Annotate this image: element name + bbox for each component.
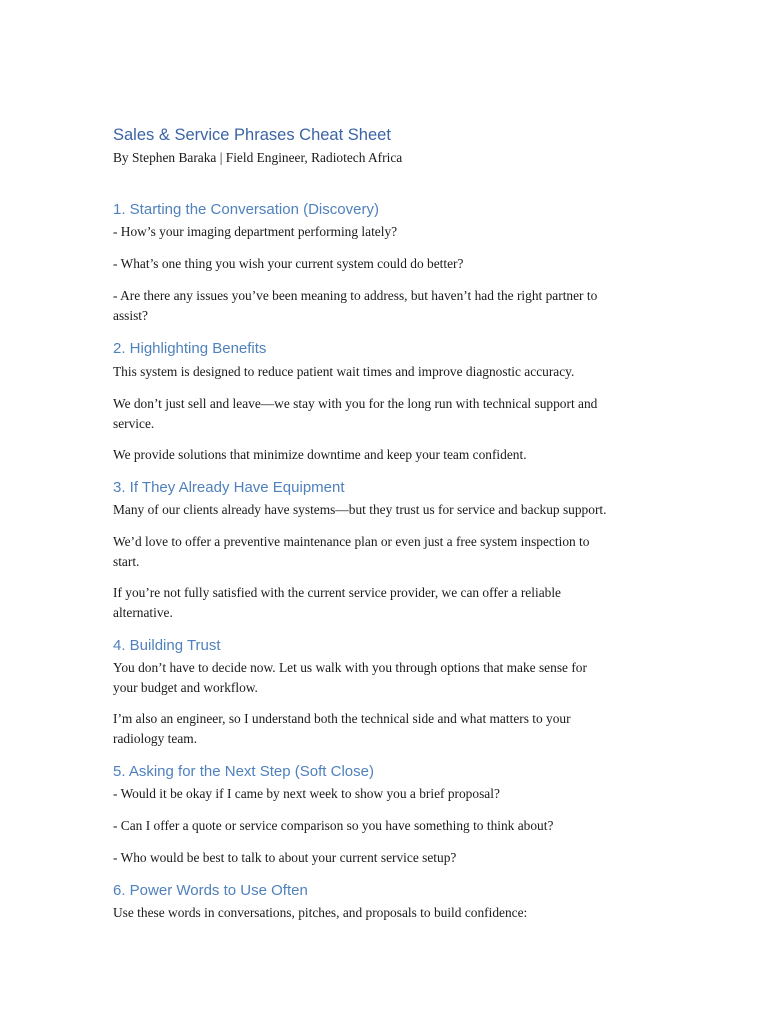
paragraph <box>113 222 673 242</box>
paragraph <box>113 500 673 520</box>
paragraph-line: You don’t have to decide now. Let us walk with you through options that make sense for <box>113 660 587 675</box>
paragraph-line: - Are there any issues you’ve been meaning to address, but haven’t had the right partner to <box>113 288 598 303</box>
paragraph <box>113 848 673 868</box>
paragraph <box>113 658 673 697</box>
paragraph <box>113 286 673 325</box>
paragraph-line: We don’t just sell and leave—we stay with you for the long run with technical support and <box>113 396 598 411</box>
paragraph-line: service. <box>113 415 155 431</box>
section-heading: 5. Asking for the Next Step (Soft Close) <box>113 763 374 780</box>
paragraph <box>113 816 673 836</box>
paragraph <box>113 532 673 571</box>
paragraph <box>113 784 673 804</box>
section-heading: 2. Highlighting Benefits <box>113 340 267 357</box>
paragraph <box>113 903 673 923</box>
paragraph-line: Use these words in conversations, pitches, and proposals to build confidence: <box>113 905 528 920</box>
paragraph <box>113 583 673 622</box>
paragraph-line: radiology team. <box>113 730 198 746</box>
document-title: Sales & Service Phrases Cheat Sheet <box>113 126 391 144</box>
paragraph <box>113 362 673 382</box>
section-heading: 6. Power Words to Use Often <box>113 882 308 899</box>
paragraph <box>113 394 673 433</box>
paragraph-line: Many of our clients already have systems—but they trust us for service and backup support. <box>113 502 607 517</box>
paragraph-line: If you’re not fully satisfied with the current service provider, we can offer a reliable <box>113 585 561 600</box>
paragraph-line: I’m also an engineer, so I understand both the technical side and what matters to your <box>113 711 571 726</box>
paragraph-line: - Can I offer a quote or service comparison so you have something to think about? <box>113 818 554 833</box>
paragraph-line: alternative. <box>113 604 173 620</box>
byline: By Stephen Baraka | Field Engineer, Radiotech Africa <box>113 150 403 165</box>
paragraph-line: We provide solutions that minimize downtime and keep your team confident. <box>113 447 527 462</box>
paragraph-line: This system is designed to reduce patient wait times and improve diagnostic accuracy. <box>113 364 575 379</box>
section-heading: 4. Building Trust <box>113 637 221 654</box>
paragraph-line: - What’s one thing you wish your current system could do better? <box>113 256 464 271</box>
paragraph-line: assist? <box>113 307 148 323</box>
section-heading: 1. Starting the Conversation (Discovery) <box>113 201 379 218</box>
paragraph <box>113 709 673 748</box>
paragraph-line: - How’s your imaging department performing lately? <box>113 224 398 239</box>
paragraph-line: - Who would be best to talk to about your current service setup? <box>113 850 457 865</box>
paragraph-line: your budget and workflow. <box>113 679 258 695</box>
paragraph-line: We’d love to offer a preventive maintenance plan or even just a free system inspection to <box>113 534 590 549</box>
paragraph <box>113 254 673 274</box>
paragraph-line: start. <box>113 553 140 569</box>
section-heading: 3. If They Already Have Equipment <box>113 479 345 496</box>
paragraph-line: - Would it be okay if I came by next week to show you a brief proposal? <box>113 786 500 801</box>
paragraph <box>113 445 673 465</box>
